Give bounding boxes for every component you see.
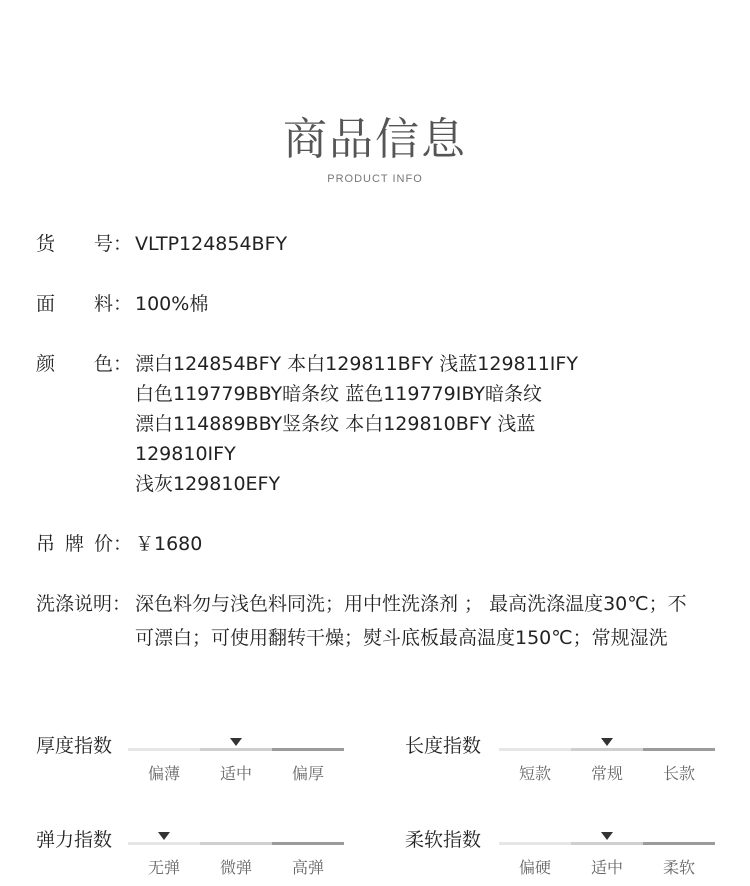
scale-option: 柔软 — [662, 858, 695, 877]
color-line: 浅灰129810EFY — [135, 473, 281, 495]
label-char: 号： — [94, 233, 133, 255]
length-index — [405, 733, 725, 783]
scale-segment — [128, 842, 200, 845]
scale-segment — [643, 842, 715, 845]
selected-marker-icon — [230, 738, 242, 746]
scale-option: 常规 — [590, 764, 623, 783]
color-line: 白色119779BBY暗条纹 蓝色119779IBY暗条纹 — [135, 383, 542, 405]
color-label — [36, 349, 136, 379]
thickness-index — [36, 733, 356, 783]
selected-marker-icon — [601, 738, 613, 746]
scale-option: 微弹 — [219, 858, 252, 877]
price-value: ￥1680 — [135, 533, 203, 555]
label-char: 色： — [94, 353, 133, 375]
scale-option: 无弹 — [147, 858, 180, 877]
label-text: 洗涤说明： — [36, 593, 132, 615]
label-char: 吊 — [36, 533, 56, 555]
label-char: 料： — [94, 293, 133, 315]
color-line: 漂白124854BFY 本白129811BFY 浅蓝129811IFY — [135, 353, 578, 375]
label-char: 价： — [94, 533, 133, 555]
color-line: 129810IFY — [135, 443, 236, 465]
scale-option: 偏薄 — [147, 764, 180, 783]
scale-option: 适中 — [219, 764, 252, 783]
scale-segment — [499, 748, 571, 751]
softness-index — [405, 827, 725, 877]
item-number-label — [36, 229, 136, 259]
scale-segment — [499, 842, 571, 845]
scale-segment — [200, 748, 272, 751]
elasticity-index — [36, 827, 356, 877]
page-title: 商品信息 — [283, 114, 467, 165]
scale-segment — [200, 842, 272, 845]
label-char: 牌 — [65, 533, 85, 555]
scale-option: 短款 — [518, 764, 551, 783]
scale-segment — [571, 748, 643, 751]
price-label — [36, 529, 136, 559]
scale-segment — [272, 842, 344, 845]
elasticity-index-label: 弹力指数 — [36, 829, 113, 851]
length-scale — [499, 748, 715, 788]
scale-option: 高弹 — [291, 858, 324, 877]
scale-segment — [272, 748, 344, 751]
item-number-value: VLTP124854BFY — [135, 233, 288, 255]
scale-option: 偏厚 — [291, 764, 324, 783]
label-char: 货 — [36, 233, 56, 255]
scale-option: 偏硬 — [518, 858, 551, 877]
wash-label — [36, 587, 136, 617]
selected-marker-icon — [158, 832, 170, 840]
page-subtitle: PRODUCT INFO — [327, 173, 423, 185]
scale-option: 长款 — [662, 764, 695, 783]
color-line: 漂白114889BBY竖条纹 本白129810BFY 浅蓝 — [135, 413, 536, 435]
thickness-index-label: 厚度指数 — [36, 735, 113, 757]
color-value — [135, 349, 715, 499]
wash-value — [135, 587, 710, 655]
wash-line: 深色料勿与浅色料同洗；用中性洗涤剂 ； 最高洗涤温度30℃；不 — [135, 593, 687, 615]
length-index-label: 长度指数 — [405, 735, 482, 757]
label-char: 面 — [36, 293, 56, 315]
scale-option: 适中 — [590, 858, 623, 877]
thickness-scale — [128, 748, 344, 788]
label-char: 颜 — [36, 353, 56, 375]
scale-segment — [643, 748, 715, 751]
wash-line: 可漂白；可使用翻转干燥；熨斗底板最高温度150℃；常规湿洗 — [135, 627, 668, 649]
fabric-label — [36, 289, 136, 319]
elasticity-scale — [128, 842, 344, 882]
fabric-value: 100%棉 — [135, 293, 209, 315]
softness-scale — [499, 842, 715, 882]
scale-segment — [571, 842, 643, 845]
selected-marker-icon — [601, 832, 613, 840]
softness-index-label: 柔软指数 — [405, 829, 482, 851]
scale-segment — [128, 748, 200, 751]
